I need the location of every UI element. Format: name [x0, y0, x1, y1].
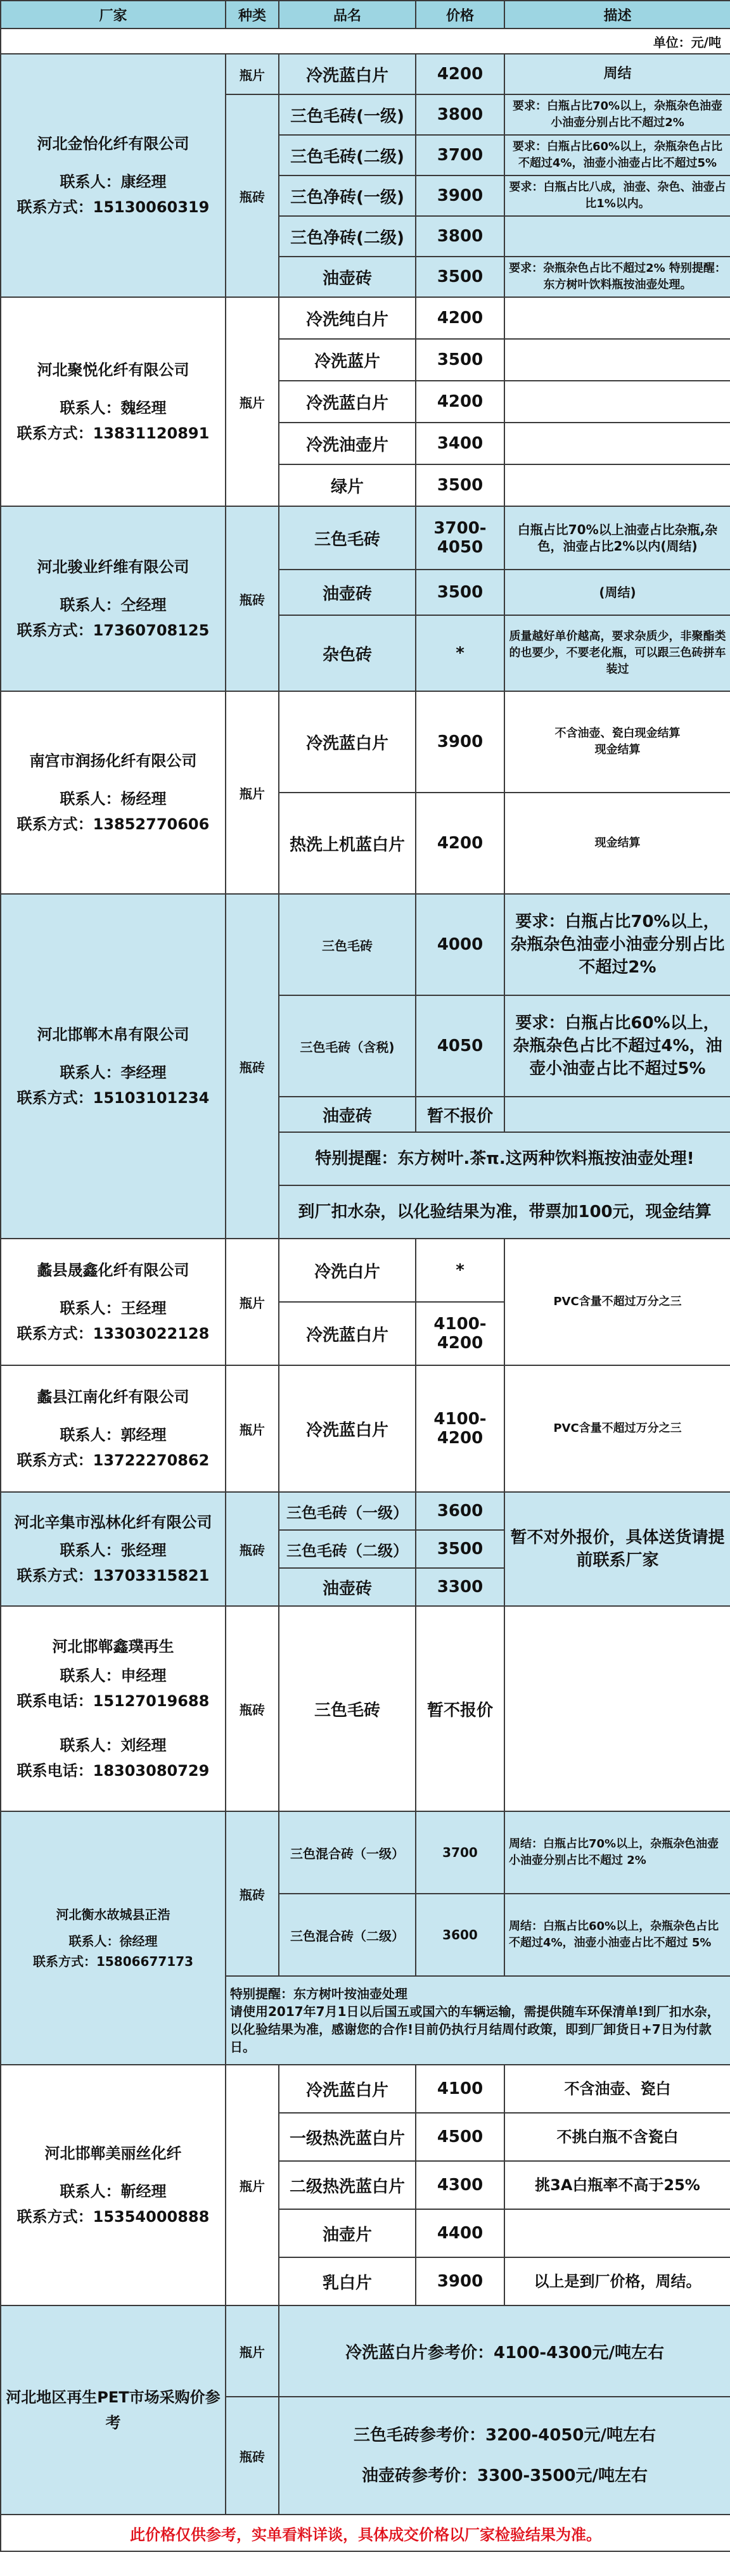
price-cell: 4500	[416, 2113, 504, 2161]
table-row	[1, 2065, 730, 2113]
price-cell: 暂不报价	[416, 1097, 504, 1132]
company-cell	[1, 691, 226, 894]
product-cell: 冷洗蓝白片	[279, 2065, 416, 2113]
desc-cell	[504, 2209, 730, 2257]
price-cell: 3600	[416, 1894, 504, 1976]
price-cell: 3800	[416, 94, 504, 135]
table-row	[1, 1811, 730, 1894]
desc-cell: 挑3A白瓶率不高于25%	[504, 2161, 730, 2209]
desc-cell: 暂不对外报价，具体送货请提前联系厂家	[504, 1492, 730, 1606]
kind-cell: 瓶砖	[226, 894, 279, 1239]
product-cell: 三色净砖(二级)	[279, 216, 416, 257]
kind-cell: 瓶片	[226, 1239, 279, 1365]
contact-person: 联系人：杨经理	[60, 790, 167, 808]
price-cell: 4200	[416, 381, 504, 423]
reference-line: 冷洗蓝白片参考价：4100-4300元/吨左右	[279, 2305, 730, 2397]
product-cell: 三色毛砖（二级）	[279, 1530, 416, 1568]
reference-lines	[279, 2397, 730, 2515]
price-cell: 3500	[416, 1530, 504, 1568]
desc-cell: (周结)	[504, 570, 730, 615]
product-cell: 三色毛砖（含税)	[279, 995, 416, 1097]
price-cell: 3700	[416, 135, 504, 175]
product-cell: 冷洗白片	[279, 1239, 416, 1302]
price-cell: 4200	[416, 54, 504, 94]
table-row	[1, 297, 730, 339]
price-cell: 4100-4200	[416, 1365, 504, 1492]
table-row	[1, 691, 730, 793]
company-cell	[1, 1606, 226, 1811]
desc-cell: 周结：白瓶占比60%以上，杂瓶杂色占比不超过4%，油壶小油壶占比不超过 5%	[504, 1894, 730, 1976]
product-cell: 冷洗蓝白片	[279, 691, 416, 793]
company-cell	[1, 1811, 226, 2065]
product-cell: 冷洗油壶片	[279, 423, 416, 464]
desc-cell: 不含油壶、瓷白现金结算 现金结算	[504, 691, 730, 793]
contact-phone: 联系方式：15354000888	[16, 2208, 210, 2226]
header-product: 品名	[279, 1, 416, 29]
unit-row	[1, 29, 730, 54]
company-cell	[1, 1492, 226, 1606]
product-cell: 油壶砖	[279, 1568, 416, 1606]
reference-line: 油壶砖参考价：3300-3500元/吨左右	[361, 2466, 648, 2485]
company-cell	[1, 506, 226, 691]
table-row	[1, 1606, 730, 1811]
contact-phone: 联系方式：15103101234	[16, 1089, 210, 1107]
kind-cell: 瓶片	[226, 2065, 279, 2305]
kind-cell: 瓶砖	[226, 2397, 279, 2515]
contact-person: 联系人：康经理	[60, 173, 167, 191]
table-row	[1, 506, 730, 570]
desc-cell	[504, 1097, 730, 1132]
product-cell: 三色毛砖(一级)	[279, 94, 416, 135]
table-row	[1, 1492, 730, 1530]
kind-cell: 瓶片	[226, 2305, 279, 2397]
table-row	[1, 2305, 730, 2397]
unit-label: 单位：元/吨	[1, 29, 730, 54]
desc-cell: 要求：白瓶占比70%以上，杂瓶杂色油壶小油壶分别占比不超过2%	[504, 94, 730, 135]
desc-cell: 白瓶占比70%以上油壶占比杂瓶,杂色，油壶占比2%以内(周结)	[504, 506, 730, 570]
product-cell: 油壶片	[279, 2209, 416, 2257]
company-cell	[1, 1239, 226, 1365]
kind-cell: 瓶片	[226, 54, 279, 94]
desc-cell	[504, 381, 730, 423]
kind-cell: 瓶砖	[226, 506, 279, 691]
product-cell: 冷洗蓝白片	[279, 381, 416, 423]
price-cell: 3900	[416, 691, 504, 793]
kind-cell: 瓶片	[226, 297, 279, 506]
company-name: 河北骏业纤维有限公司	[37, 558, 189, 576]
price-cell: 4200	[416, 793, 504, 894]
price-cell: 3500	[416, 257, 504, 297]
desc-cell	[504, 216, 730, 257]
price-cell: 3900	[416, 2257, 504, 2305]
header-company: 厂家	[1, 1, 226, 29]
price-cell: 4000	[416, 894, 504, 995]
desc-cell: 周结：白瓶占比70%以上，杂瓶杂色油壶小油壶分别占比不超过 2%	[504, 1811, 730, 1894]
company-name: 河北邯郸鑫璞再生	[52, 1638, 174, 1655]
company-name: 河北邯郸美丽丝化纤	[44, 2145, 182, 2162]
desc-cell: 要求：杂瓶杂色占比不超过2% 特别提醒：东方树叶饮料瓶按油壶处理。	[504, 257, 730, 297]
product-cell: 乳白片	[279, 2257, 416, 2305]
header-desc: 描述	[504, 1, 730, 29]
price-cell: 3700-4050	[416, 506, 504, 570]
desc-cell	[504, 1606, 730, 1811]
contact-person: 联系人：靳经理	[60, 2183, 167, 2200]
contact-person: 联系人：王经理	[60, 1299, 167, 1317]
header-price: 价格	[416, 1, 504, 29]
product-cell: 三色毛砖	[279, 506, 416, 570]
company-name: 蠡县晟鑫化纤有限公司	[37, 1261, 189, 1279]
contact-phone: 联系方式：15130060319	[16, 198, 210, 216]
product-cell: 一级热洗蓝白片	[279, 2113, 416, 2161]
header-kind: 种类	[226, 1, 279, 29]
price-cell: 3800	[416, 216, 504, 257]
product-cell: 三色毛砖(二级)	[279, 135, 416, 175]
table-row	[1, 54, 730, 94]
price-cell: *	[416, 1239, 504, 1302]
contact-phone: 联系方式：13831120891	[16, 424, 210, 442]
product-cell: 油壶砖	[279, 257, 416, 297]
table-row	[1, 1365, 730, 1492]
price-cell: 3300	[416, 1568, 504, 1606]
kind-cell: 瓶砖	[226, 1606, 279, 1811]
desc-cell	[504, 464, 730, 506]
product-cell: 冷洗纯白片	[279, 297, 416, 339]
product-cell: 冷洗蓝白片	[279, 54, 416, 94]
contact-phone: 联系方式：13703315821	[16, 1567, 210, 1584]
desc-cell	[504, 423, 730, 464]
product-cell: 三色混合砖（一级）	[279, 1811, 416, 1894]
reference-title: 河北地区再生PET市场采购价参考	[1, 2305, 226, 2515]
product-cell: 三色混合砖（二级）	[279, 1894, 416, 1976]
special-note: 特别提醒：东方树叶按油壶处理 请使用2017年7月1日以后国五或国六的车辆运输，需提供随车环保清单!到厂扣水杂，以化验结果为准，感谢您的合作!目前仍执行月结周付政策，即到厂卸货日+7日为付款日。	[226, 1976, 730, 2065]
table-row	[1, 1239, 730, 1302]
contact-person: 联系人：郭经理	[60, 1426, 167, 1444]
contact-phone: 联系方式：13852770606	[16, 815, 210, 833]
company-cell	[1, 297, 226, 506]
desc-cell: 以上是到厂价格，周结。	[504, 2257, 730, 2305]
kind-cell: 瓶片	[226, 691, 279, 894]
company-name: 河北聚悦化纤有限公司	[37, 361, 189, 379]
table-row	[1, 894, 730, 995]
product-cell: 冷洗蓝白片	[279, 1365, 416, 1492]
price-cell: 4400	[416, 2209, 504, 2257]
price-cell: 3500	[416, 570, 504, 615]
contact-phone: 联系方式：13303022128	[16, 1325, 210, 1342]
desc-cell	[504, 339, 730, 381]
product-cell: 绿片	[279, 464, 416, 506]
desc-cell	[504, 297, 730, 339]
price-cell: 4300	[416, 2161, 504, 2209]
price-cell: 3400	[416, 423, 504, 464]
price-cell: 3700	[416, 1811, 504, 1894]
desc-cell: 要求：白瓶占比60%以上，杂瓶杂色占比不超过4%，油壶小油壶占比不超过5%	[504, 135, 730, 175]
product-cell: 三色净砖(一级)	[279, 175, 416, 216]
price-cell: 4100-4200	[416, 1302, 504, 1365]
desc-cell: 要求：白瓶占比70%以上，杂瓶杂色油壶小油壶分别占比不超过2%	[504, 894, 730, 995]
company-cell	[1, 894, 226, 1239]
kind-cell: 瓶砖	[226, 1811, 279, 1976]
footer-disclaimer: 此价格仅供参考，实单看料详谈，具体成交价格以厂家检验结果为准。	[1, 2515, 730, 2551]
desc-cell: 质量越好单价越高，要求杂质少，非聚酯类的也要少，不要老化瓶，可以跟三色砖拼车装过	[504, 615, 730, 691]
contact-person: 联系人：申经理	[60, 1667, 167, 1685]
desc-cell: 现金结算	[504, 793, 730, 894]
product-cell: 三色毛砖	[279, 894, 416, 995]
settlement-note: 到厂扣水杂，以化验结果为准，带票加100元，现金结算	[279, 1185, 730, 1239]
product-cell: 三色毛砖（一级）	[279, 1492, 416, 1530]
product-cell: 油壶砖	[279, 1097, 416, 1132]
product-cell: 二级热洗蓝白片	[279, 2161, 416, 2209]
desc-cell: 要求：白瓶占比60%以上，杂瓶杂色占比不超过4%，油壶小油壶占比不超过5%	[504, 995, 730, 1097]
company-cell	[1, 54, 226, 297]
contact-person: 联系人：李经理	[60, 1064, 167, 1081]
kind-cell: 瓶砖	[226, 1492, 279, 1606]
price-cell: 3500	[416, 464, 504, 506]
contact-phone: 联系方式：17360708125	[16, 622, 210, 639]
company-name: 南宫市润扬化纤有限公司	[29, 752, 197, 770]
company-name: 河北金怡化纤有限公司	[37, 135, 189, 153]
contact-phone: 联系电话：15127019688	[16, 1692, 210, 1710]
company-name: 河北邯郸木帛有限公司	[37, 1026, 189, 1043]
desc-cell: PVC含量不超过万分之三	[504, 1239, 730, 1365]
price-cell: 3600	[416, 1492, 504, 1530]
desc-cell: 要求：白瓶占比八成，油壶、杂色、油壶占比1%以内。	[504, 175, 730, 216]
kind-cell: 瓶片	[226, 1365, 279, 1492]
product-cell: 冷洗蓝白片	[279, 1302, 416, 1365]
desc-cell: PVC含量不超过万分之三	[504, 1365, 730, 1492]
company-name: 河北辛集市泓林化纤有限公司	[14, 1514, 212, 1531]
desc-cell: 不挑白瓶不含瓷白	[504, 2113, 730, 2161]
product-cell: 热洗上机蓝白片	[279, 793, 416, 894]
price-cell: *	[416, 615, 504, 691]
price-cell: 暂不报价	[416, 1606, 504, 1811]
desc-cell: 周结	[504, 54, 730, 94]
product-cell: 冷洗蓝片	[279, 339, 416, 381]
table-header	[1, 1, 730, 29]
contact-phone: 联系方式：13722270862	[16, 1451, 210, 1469]
reference-line: 三色毛砖参考价：3200-4050元/吨左右	[353, 2426, 656, 2445]
price-cell: 3500	[416, 339, 504, 381]
company-name: 蠡县江南化纤有限公司	[37, 1388, 189, 1406]
desc-cell: 不含油壶、瓷白	[504, 2065, 730, 2113]
company-name: 河北衡水故城县正浩	[56, 1907, 170, 1922]
kind-cell: 瓶砖	[226, 94, 279, 297]
contact-person: 联系人：徐经理	[68, 1934, 158, 1949]
price-cell: 4200	[416, 297, 504, 339]
price-cell: 4100	[416, 2065, 504, 2113]
contact-phone: 联系方式：15806677173	[32, 1954, 194, 1969]
product-cell: 杂色砖	[279, 615, 416, 691]
contact-person: 联系人：仝经理	[60, 596, 167, 614]
special-note: 特别提醒：东方树叶.茶π.这两种饮料瓶按油壶处理!	[279, 1132, 730, 1185]
product-cell: 油壶砖	[279, 570, 416, 615]
contact-person: 联系人：魏经理	[60, 399, 167, 417]
contact-person-2: 联系人：刘经理	[60, 1737, 167, 1754]
contact-phone-2: 联系电话：18303080729	[16, 1762, 210, 1780]
company-cell	[1, 1365, 226, 1492]
contact-person: 联系人：张经理	[60, 1541, 167, 1559]
price-cell: 3900	[416, 175, 504, 216]
price-cell: 4050	[416, 995, 504, 1097]
company-cell	[1, 2065, 226, 2305]
footer-row	[1, 2515, 730, 2551]
product-cell: 三色毛砖	[279, 1606, 416, 1811]
